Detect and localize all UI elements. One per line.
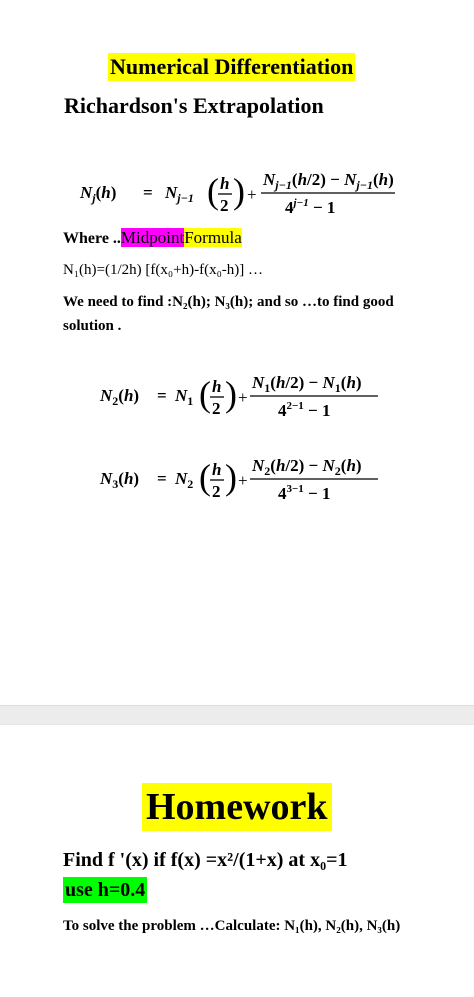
formula-highlight: Formula	[184, 228, 242, 247]
solve-instruction: To solve the problem …Calculate: N₁(h), N₂(h), N₃(h)	[63, 918, 401, 934]
svg-text:2: 2	[220, 196, 229, 215]
svg-text:): )	[225, 457, 237, 497]
need-to-find-text: We need to find :N₂(h); N₃(h); and so …to find good solution .	[63, 294, 394, 334]
svg-text:+: +	[247, 185, 257, 204]
n2-formula	[95, 363, 395, 425]
svg-text:+: +	[238, 388, 248, 407]
svg-text:=: =	[157, 469, 167, 488]
n3-formula	[95, 446, 395, 508]
svg-text:Nj−1(h/2) − Nj−1(h): $N_{j-1}(h/2) - N_{j-1}(h)$	[263, 170, 394, 192]
svg-text:N2(h/2) − N2(h): $N_2(h/2) - N_2(h)$	[252, 456, 362, 478]
svg-text:): )	[225, 374, 237, 414]
svg-text:N2: $N_2$	[175, 469, 194, 491]
svg-text:(: (	[199, 457, 211, 497]
svg-text:43−1 − 1: $4^{3-1} - 1$	[278, 483, 331, 503]
where-line	[63, 226, 242, 251]
svg-text:h: h	[220, 174, 230, 193]
svg-text:): )	[233, 171, 245, 211]
svg-text:(: (	[199, 374, 211, 414]
svg-text:2: 2	[212, 482, 221, 501]
homework-problem: Find f '(x) if f(x) =x²/(1+x) at x₀=1	[63, 849, 348, 871]
svg-text:+: +	[238, 471, 248, 490]
svg-text:Nj−1: $N_{j-1}$	[165, 183, 194, 205]
use-h-highlight: use h=0.4	[65, 879, 146, 901]
svg-text:4j−1 − 1: $4^{j-1} - 1$	[285, 197, 336, 217]
richardson-general-formula	[75, 160, 405, 222]
svg-text:=: =	[157, 386, 167, 405]
where-prefix: Where ..	[63, 230, 121, 247]
section-subtitle: Richardson's Extrapolation	[64, 93, 324, 118]
n1-definition: N₁(h)=(1/2h) [f(x₀+h)-f(x₀-h)] …	[63, 262, 264, 278]
midpoint-highlight: Midpoint	[120, 228, 185, 247]
svg-text:h: h	[212, 460, 222, 479]
svg-text:(: (	[207, 171, 219, 211]
svg-text:N1(h/2) − N1(h): $N_1(h/2) - N_1(h)$	[252, 373, 362, 395]
svg-text:N2(h): $N_2(h)$	[100, 386, 140, 408]
homework-heading: Homework	[142, 783, 332, 831]
page-title: Numerical Differentiation	[110, 54, 354, 79]
svg-text:N3(h): $N_3(h)$	[100, 469, 140, 491]
svg-text:=: =	[143, 183, 153, 202]
page-divider	[0, 705, 474, 725]
svg-text:N1: $N_1$	[175, 386, 194, 408]
formula-lhs: $N_j(h)$	[80, 183, 117, 205]
svg-text:42−1 − 1: $4^{2-1} - 1$	[278, 400, 331, 420]
svg-text:2: 2	[212, 399, 221, 418]
svg-text:h: h	[212, 377, 222, 396]
